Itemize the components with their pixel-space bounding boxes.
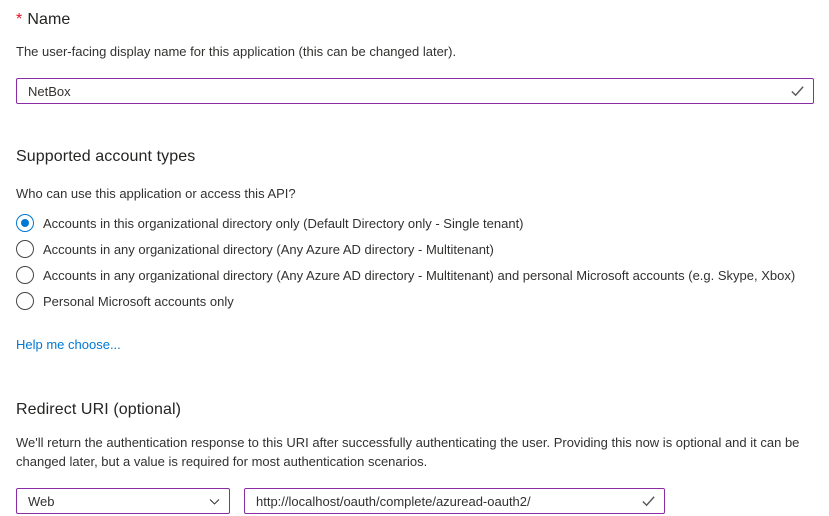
platform-select-value: Web [28, 493, 55, 509]
radio-button-icon[interactable] [16, 266, 34, 284]
redirect-uri-section [16, 401, 814, 514]
redirect-uri-input-wrap [244, 488, 665, 514]
supported-account-types-title: Supported account types [16, 148, 196, 165]
account-type-radio-group [16, 210, 814, 314]
radio-option-label: Accounts in this organizational directory only (Default Directory only - Single tenant) [43, 215, 524, 231]
name-description: The user-facing display name for this application (this can be changed later). [16, 44, 457, 59]
account-type-option[interactable] [16, 236, 814, 262]
name-section [16, 11, 814, 104]
supported-account-types-section [16, 148, 814, 354]
radio-option-label: Accounts in any organizational directory (Any Azure AD directory - Multitenant) and personal Microsoft accounts (e.g. Skype, Xbox) [43, 267, 796, 283]
radio-button-icon[interactable] [16, 292, 34, 310]
name-field-label [16, 11, 814, 29]
platform-select[interactable] [16, 488, 230, 514]
account-type-option[interactable] [16, 288, 814, 314]
radio-button-icon[interactable] [16, 240, 34, 258]
radio-button-icon[interactable] [16, 214, 34, 232]
name-input[interactable] [16, 78, 814, 104]
redirect-uri-input[interactable] [244, 488, 665, 514]
name-input-wrap [16, 78, 814, 104]
radio-option-label: Accounts in any organizational directory (Any Azure AD directory - Multitenant) [43, 241, 494, 257]
radio-option-label: Personal Microsoft accounts only [43, 293, 234, 309]
account-type-option[interactable] [16, 262, 814, 288]
account-type-option[interactable] [16, 210, 814, 236]
redirect-uri-title: Redirect URI (optional) [16, 401, 182, 418]
account-types-question: Who can use this application or access this API? [16, 186, 296, 201]
valid-checkmark-icon [790, 84, 805, 99]
valid-checkmark-icon [641, 494, 656, 509]
chevron-down-icon [208, 495, 221, 508]
required-asterisk: * [16, 11, 23, 28]
redirect-uri-row [16, 488, 814, 514]
name-label-text: Name [27, 11, 71, 28]
redirect-uri-description: We'll return the authentication response to this URI after successfully authenticating the user. Providing this now is optional and it can be changed later, but a value is required for most authentication scenarios. [16, 435, 800, 469]
help-me-choose-link[interactable]: Help me choose... [16, 337, 121, 352]
